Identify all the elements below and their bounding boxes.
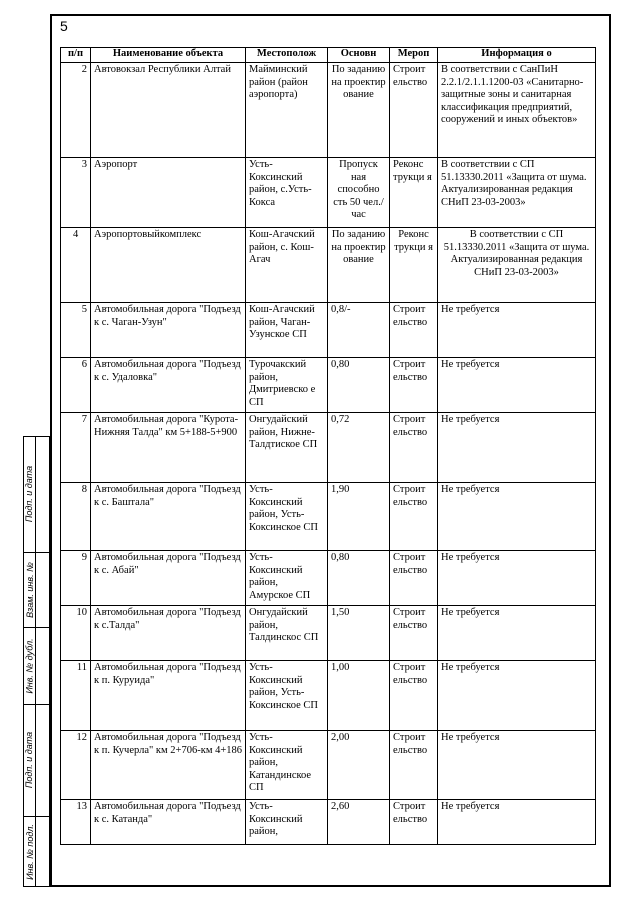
row-name: Автомобильная дорога "Подъезд к с.Талда": [91, 606, 246, 661]
table-row: [61, 413, 596, 483]
row-basis: 2,00: [328, 731, 390, 800]
table-row: [61, 661, 596, 731]
table-header-row: [61, 48, 596, 63]
row-measure: Строит ельство: [390, 606, 438, 661]
row-number: 4: [61, 228, 91, 303]
row-number: 11: [61, 661, 91, 731]
header-info: Информация о: [438, 48, 596, 63]
stamp-label-replace-inv: Взам. инв. №: [24, 561, 35, 618]
row-name: Автомобильная дорога "Подъезд к п. Кучерла" км 2+706-км 4+186: [91, 731, 246, 800]
table-row: [61, 800, 596, 845]
row-info: Не требуется: [438, 606, 596, 661]
row-measure: Строит ельство: [390, 413, 438, 483]
header-measure: Мероп: [390, 48, 438, 63]
row-basis: 0,80: [328, 358, 390, 413]
row-number: 10: [61, 606, 91, 661]
table-row: [61, 358, 596, 413]
table-row: [61, 606, 596, 661]
row-measure: Строит ельство: [390, 483, 438, 551]
row-location: Усть-Коксинский район, с.Усть-Кокса: [246, 158, 328, 228]
row-basis: 0,72: [328, 413, 390, 483]
stamp-label-sign-date-2: Подп. и дата: [24, 731, 35, 789]
header-name: Наименование объекта: [91, 48, 246, 63]
row-name: Автомобильная дорога "Курота-Нижняя Талда" км 5+188-5+900: [91, 413, 246, 483]
table-row: [61, 483, 596, 551]
row-measure: Строит ельство: [390, 303, 438, 358]
row-measure: Строит ельство: [390, 358, 438, 413]
row-location: Майминский район (район аэропорта): [246, 63, 328, 158]
header-num: п/п: [61, 48, 91, 63]
row-name: Автовокзал Республики Алтай: [91, 63, 246, 158]
row-location: Усть-Коксинский район, Усть-Коксинское СП: [246, 483, 328, 551]
row-number: 2: [61, 63, 91, 158]
row-number: 8: [61, 483, 91, 551]
row-location: Кош-Агачский район, с. Кош-Агач: [246, 228, 328, 303]
row-number: 12: [61, 731, 91, 800]
row-measure: Реконс трукци я: [390, 158, 438, 228]
row-number: 7: [61, 413, 91, 483]
row-info: Не требуется: [438, 551, 596, 606]
row-measure: Реконс трукци я: [390, 228, 438, 303]
row-location: Кош-Агачский район, Чаган-Узунское СП: [246, 303, 328, 358]
table-row: [61, 731, 596, 800]
row-location: Усть-Коксинский район, Усть-Коксинское СП: [246, 661, 328, 731]
row-basis: 1,90: [328, 483, 390, 551]
row-name: Автомобильная дорога "Подъезд к с. Чаган-Узун": [91, 303, 246, 358]
stamp-label-orig-inv: Инв. № подл.: [24, 823, 35, 880]
table-row: [61, 158, 596, 228]
stamp-label-sign-date: Подп. и дата: [24, 465, 35, 523]
row-number: 3: [61, 158, 91, 228]
row-number: 13: [61, 800, 91, 845]
row-basis: 1,00: [328, 661, 390, 731]
row-basis: По заданию на проектир ование: [328, 228, 390, 303]
row-basis: Пропуск ная способно сть 50 чел./час: [328, 158, 390, 228]
table-row: [61, 303, 596, 358]
row-name: Автомобильная дорога "Подъезд к с. Катанда": [91, 800, 246, 845]
row-location: Турочакский район, Дмитриевско е СП: [246, 358, 328, 413]
header-location: Местополож: [246, 48, 328, 63]
stamp-label-dup-inv: Инв. № дубл.: [24, 637, 35, 694]
row-basis: 0,80: [328, 551, 390, 606]
row-number: 9: [61, 551, 91, 606]
row-location: Онгудайский район, Нижне-Талдтиское СП: [246, 413, 328, 483]
row-measure: Строит ельство: [390, 661, 438, 731]
row-name: Аэропорт: [91, 158, 246, 228]
row-name: Аэропортовыйкомплекс: [91, 228, 246, 303]
row-name: Автомобильная дорога "Подъезд к с. Баштала": [91, 483, 246, 551]
table-row: [61, 228, 596, 303]
row-info: Не требуется: [438, 303, 596, 358]
header-basis: Основн: [328, 48, 390, 63]
objects-table: [60, 47, 596, 845]
row-measure: Строит ельство: [390, 551, 438, 606]
row-basis: 2,60: [328, 800, 390, 845]
row-info: Не требуется: [438, 358, 596, 413]
row-measure: Строит ельство: [390, 800, 438, 845]
table-row: [61, 551, 596, 606]
row-measure: Строит ельство: [390, 731, 438, 800]
row-info: Не требуется: [438, 800, 596, 845]
row-basis: 0,8/-: [328, 303, 390, 358]
row-location: Усть-Коксинский район,: [246, 800, 328, 845]
row-info: Не требуется: [438, 413, 596, 483]
row-info: Не требуется: [438, 661, 596, 731]
table-row: [61, 63, 596, 158]
side-stamp: [23, 436, 50, 887]
row-name: Автомобильная дорога "Подъезд к с. Удаловка": [91, 358, 246, 413]
row-location: Усть-Коксинский район, Катандинское СП: [246, 731, 328, 800]
row-location: Усть-Коксинский район, Амурское СП: [246, 551, 328, 606]
row-info: Не требуется: [438, 731, 596, 800]
row-number: 6: [61, 358, 91, 413]
row-basis: По заданию на проектир ование: [328, 63, 390, 158]
row-info: В соответствии с СанПиН 2.2.1/2.1.1.1200-03 «Санитарно-защитные зоны и санитарная классификация предприятий, сооружений и иных объектов»: [438, 63, 596, 158]
row-name: Автомобильная дорога "Подъезд к п. Куруида": [91, 661, 246, 731]
page-number: 5: [60, 18, 68, 34]
row-name: Автомобильная дорога "Подъезд к с. Абай": [91, 551, 246, 606]
row-basis: 1,50: [328, 606, 390, 661]
row-location: Онгудайский район, Талдинскос СП: [246, 606, 328, 661]
row-info: В соответствии с СП 51.13330.2011 «Защита от шума. Актуализированная редакция СНиП 23-03-2003»: [438, 158, 596, 228]
row-info: В соответствии с СП 51.13330.2011 «Защита от шума. Актуализированная редакция СНиП 23-03-2003»: [438, 228, 596, 303]
row-info: Не требуется: [438, 483, 596, 551]
document-frame: [50, 14, 611, 887]
row-measure: Строит ельство: [390, 63, 438, 158]
row-number: 5: [61, 303, 91, 358]
